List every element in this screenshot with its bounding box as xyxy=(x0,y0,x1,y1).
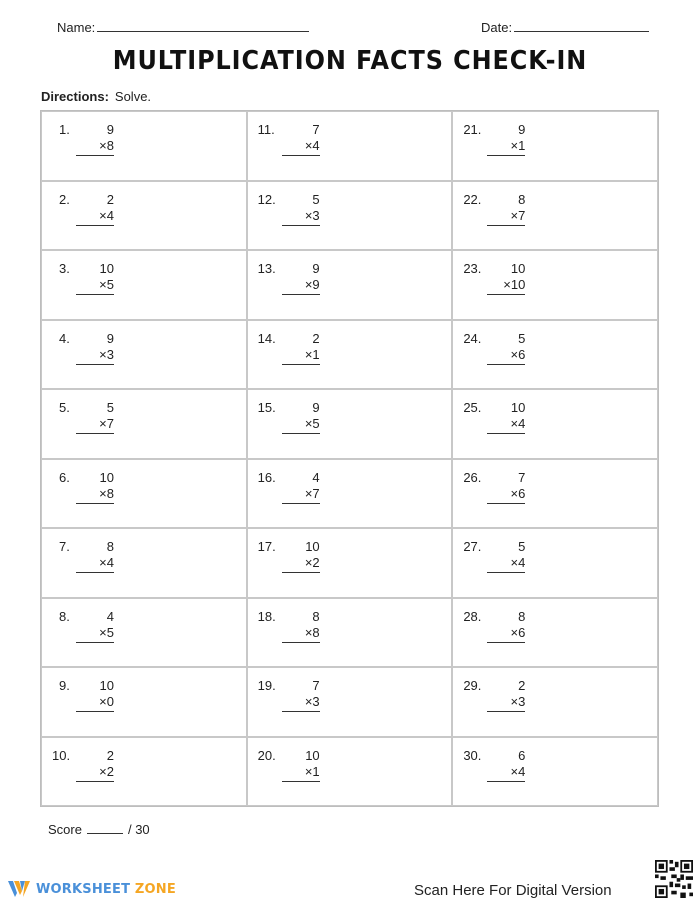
problem-cell xyxy=(247,667,453,737)
problem-expression xyxy=(76,122,114,156)
problem-expression xyxy=(76,470,114,504)
problem-multiplicand: 10 xyxy=(99,678,114,693)
problem-multiplier: ×5 xyxy=(76,625,114,643)
problem-cell xyxy=(452,737,658,807)
problem-number: 24. xyxy=(463,330,482,346)
problem-expression xyxy=(76,261,114,295)
problem-multiplicand: 5 xyxy=(518,330,526,346)
problem-expression xyxy=(76,400,114,434)
problem-number: 3. xyxy=(59,261,70,276)
problem-multiplicand: 9 xyxy=(312,400,320,415)
problem-multiplicand: 4 xyxy=(106,608,114,624)
problem-expression xyxy=(282,470,320,504)
problem-multiplier: ×3 xyxy=(282,208,320,226)
problem-multiplicand: 10 xyxy=(305,747,320,763)
problem-multiplier: ×4 xyxy=(76,208,114,226)
problem-number: 18. xyxy=(257,608,276,624)
problem-multiplier: ×1 xyxy=(282,764,320,782)
problem-cell xyxy=(247,598,453,668)
name-blank-line[interactable] xyxy=(97,20,309,32)
problem-multiplicand: 2 xyxy=(312,330,320,346)
problem-expression xyxy=(487,400,525,434)
worksheet-zone-logo-icon xyxy=(8,881,30,897)
problem-expression xyxy=(282,400,320,434)
problem-multiplicand: 7 xyxy=(312,678,320,693)
problem-expression xyxy=(282,678,320,712)
problem-number: 28. xyxy=(463,608,482,624)
problem-number: 14. xyxy=(257,330,276,346)
problem-number: 13. xyxy=(257,261,276,276)
problem-number: 21. xyxy=(463,122,482,137)
problem-cell xyxy=(247,459,453,529)
problem-cell xyxy=(452,598,658,668)
problem-expression xyxy=(487,331,525,365)
problem-multiplicand: 9 xyxy=(518,122,526,137)
problem-multiplicand: 9 xyxy=(106,122,114,137)
problem-multiplicand: 8 xyxy=(312,608,320,624)
problem-multiplier: ×4 xyxy=(487,416,525,434)
problem-multiplier: ×3 xyxy=(282,694,320,712)
problem-number: 4. xyxy=(59,330,70,346)
problem-cell xyxy=(452,181,658,251)
problem-multiplicand: 2 xyxy=(106,191,114,207)
problem-expression xyxy=(282,192,320,226)
problem-number: 19. xyxy=(257,678,276,693)
problem-cell xyxy=(247,181,453,251)
problem-expression xyxy=(76,748,114,782)
problem-multiplier: ×4 xyxy=(282,138,320,156)
problem-cell xyxy=(452,389,658,459)
problem-expression xyxy=(282,122,320,156)
problem-cell xyxy=(41,181,247,251)
problem-multiplicand: 2 xyxy=(106,747,114,763)
score-total: / 30 xyxy=(127,822,150,837)
problem-multiplier: ×5 xyxy=(282,416,320,434)
problem-number: 20. xyxy=(257,747,276,763)
qr-code-icon[interactable] xyxy=(655,860,693,898)
problem-multiplier: ×10 xyxy=(487,277,525,295)
logo-text xyxy=(36,882,176,897)
problem-number: 29. xyxy=(463,678,482,693)
problem-expression xyxy=(487,539,525,573)
problem-cell xyxy=(247,737,453,807)
problem-expression xyxy=(76,192,114,226)
problem-multiplicand: 5 xyxy=(106,400,114,415)
problem-multiplicand: 9 xyxy=(312,261,320,276)
problem-number: 2. xyxy=(59,191,70,207)
name-label: Name: xyxy=(57,20,96,35)
directions-text: Solve. xyxy=(114,89,152,104)
problem-multiplier: ×6 xyxy=(487,625,525,643)
date-label: Date: xyxy=(481,20,513,35)
problem-cell xyxy=(247,528,453,598)
problem-expression xyxy=(76,678,114,712)
problem-multiplier: ×4 xyxy=(76,555,114,573)
problem-cell xyxy=(452,528,658,598)
problem-multiplicand: 7 xyxy=(312,122,320,137)
problem-cell xyxy=(41,250,247,320)
problem-number: 12. xyxy=(257,191,276,207)
problem-number: 17. xyxy=(257,539,276,554)
problem-multiplicand: 4 xyxy=(312,469,320,485)
problem-cell xyxy=(247,111,453,181)
logo-text-zone: ZONE xyxy=(134,881,176,897)
problem-cell xyxy=(452,320,658,390)
problem-expression xyxy=(76,331,114,365)
problem-cell xyxy=(41,111,247,181)
problem-multiplier: ×8 xyxy=(76,486,114,504)
problem-multiplier: ×8 xyxy=(76,138,114,156)
problem-number: 27. xyxy=(463,539,482,554)
problem-number: 23. xyxy=(463,261,482,276)
problem-cell xyxy=(247,389,453,459)
problem-cell xyxy=(41,598,247,668)
problem-multiplier: ×3 xyxy=(76,347,114,365)
problem-number: 15. xyxy=(257,400,276,415)
logo-text-worksheet: WORKSHEET xyxy=(36,881,131,897)
problem-number: 10. xyxy=(52,747,71,763)
problem-multiplicand: 8 xyxy=(518,191,526,207)
problem-number: 11. xyxy=(257,122,275,137)
problem-cell xyxy=(41,320,247,390)
problem-expression xyxy=(487,122,525,156)
problem-multiplier: ×7 xyxy=(76,416,114,434)
problem-multiplier: ×9 xyxy=(282,277,320,295)
problem-expression xyxy=(282,609,320,643)
worksheet-zone-logo xyxy=(8,881,176,897)
problem-multiplicand: 7 xyxy=(518,469,526,485)
problem-number: 8. xyxy=(59,608,70,624)
problem-multiplicand: 10 xyxy=(305,539,320,554)
problem-multiplier: ×2 xyxy=(76,764,114,782)
problem-multiplier: ×0 xyxy=(76,694,114,712)
problem-multiplier: ×5 xyxy=(76,277,114,295)
problem-multiplicand: 5 xyxy=(518,539,526,554)
problem-multiplier: ×4 xyxy=(487,764,525,782)
problem-multiplier: ×2 xyxy=(282,555,320,573)
problem-number: 25. xyxy=(463,400,482,415)
problem-multiplicand: 10 xyxy=(510,400,526,415)
problem-cell xyxy=(452,459,658,529)
problem-number: 16. xyxy=(257,469,276,485)
problem-cell xyxy=(452,111,658,181)
problem-expression xyxy=(487,678,525,712)
problem-multiplier: ×8 xyxy=(282,625,320,643)
scan-text: Scan Here For Digital Version xyxy=(414,882,612,899)
problem-number: 7. xyxy=(59,539,70,554)
problem-number: 26. xyxy=(463,469,482,485)
problems-grid xyxy=(40,110,659,807)
problem-multiplier: ×6 xyxy=(487,347,525,365)
score-label: Score xyxy=(48,822,82,837)
problem-number: 22. xyxy=(463,191,482,207)
problem-multiplicand: 10 xyxy=(99,261,114,276)
problem-multiplier: ×7 xyxy=(282,486,320,504)
problem-expression xyxy=(487,609,525,643)
problem-number: 30. xyxy=(463,747,482,763)
problem-number: 1. xyxy=(59,122,70,137)
problem-multiplicand: 10 xyxy=(510,261,526,276)
problem-expression xyxy=(487,748,525,782)
problem-multiplicand: 9 xyxy=(106,330,114,346)
problem-expression xyxy=(76,609,114,643)
score-blank[interactable] xyxy=(87,822,123,834)
problem-cell xyxy=(247,320,453,390)
problem-expression xyxy=(487,192,525,226)
score-line xyxy=(48,822,150,837)
problem-multiplicand: 5 xyxy=(312,191,320,207)
problem-multiplier: ×6 xyxy=(487,486,525,504)
problem-expression xyxy=(76,539,114,573)
problem-multiplier: ×3 xyxy=(487,694,525,712)
problem-expression xyxy=(487,470,525,504)
problem-multiplicand: 6 xyxy=(518,747,526,763)
problem-multiplier: ×4 xyxy=(487,555,525,573)
problem-cell xyxy=(452,667,658,737)
problem-multiplicand: 10 xyxy=(99,469,114,485)
problem-expression xyxy=(282,261,320,295)
date-blank-line[interactable] xyxy=(514,20,649,32)
problem-expression xyxy=(487,261,525,295)
problem-cell xyxy=(41,389,247,459)
problem-cell xyxy=(41,459,247,529)
problem-cell xyxy=(41,737,247,807)
problem-expression xyxy=(282,331,320,365)
worksheet-title: MULTIPLICATION FACTS CHECK-IN xyxy=(112,46,588,76)
problem-number: 6. xyxy=(59,469,70,485)
problem-cell xyxy=(452,250,658,320)
problem-expression xyxy=(282,539,320,573)
problem-cell xyxy=(247,250,453,320)
problem-number: 5. xyxy=(59,400,70,415)
problem-multiplicand: 8 xyxy=(106,539,114,554)
problem-multiplier: ×7 xyxy=(487,208,525,226)
problem-expression xyxy=(282,748,320,782)
date-field[interactable] xyxy=(481,20,649,35)
problem-cell xyxy=(41,667,247,737)
problem-multiplicand: 8 xyxy=(518,608,526,624)
problem-number: 9. xyxy=(59,678,70,693)
directions-label: Directions: xyxy=(41,89,109,104)
directions xyxy=(41,89,151,104)
name-field[interactable] xyxy=(57,20,309,35)
problem-multiplicand: 2 xyxy=(518,678,526,693)
problem-multiplier: ×1 xyxy=(487,138,525,156)
problem-cell xyxy=(41,528,247,598)
problem-multiplier: ×1 xyxy=(282,347,320,365)
